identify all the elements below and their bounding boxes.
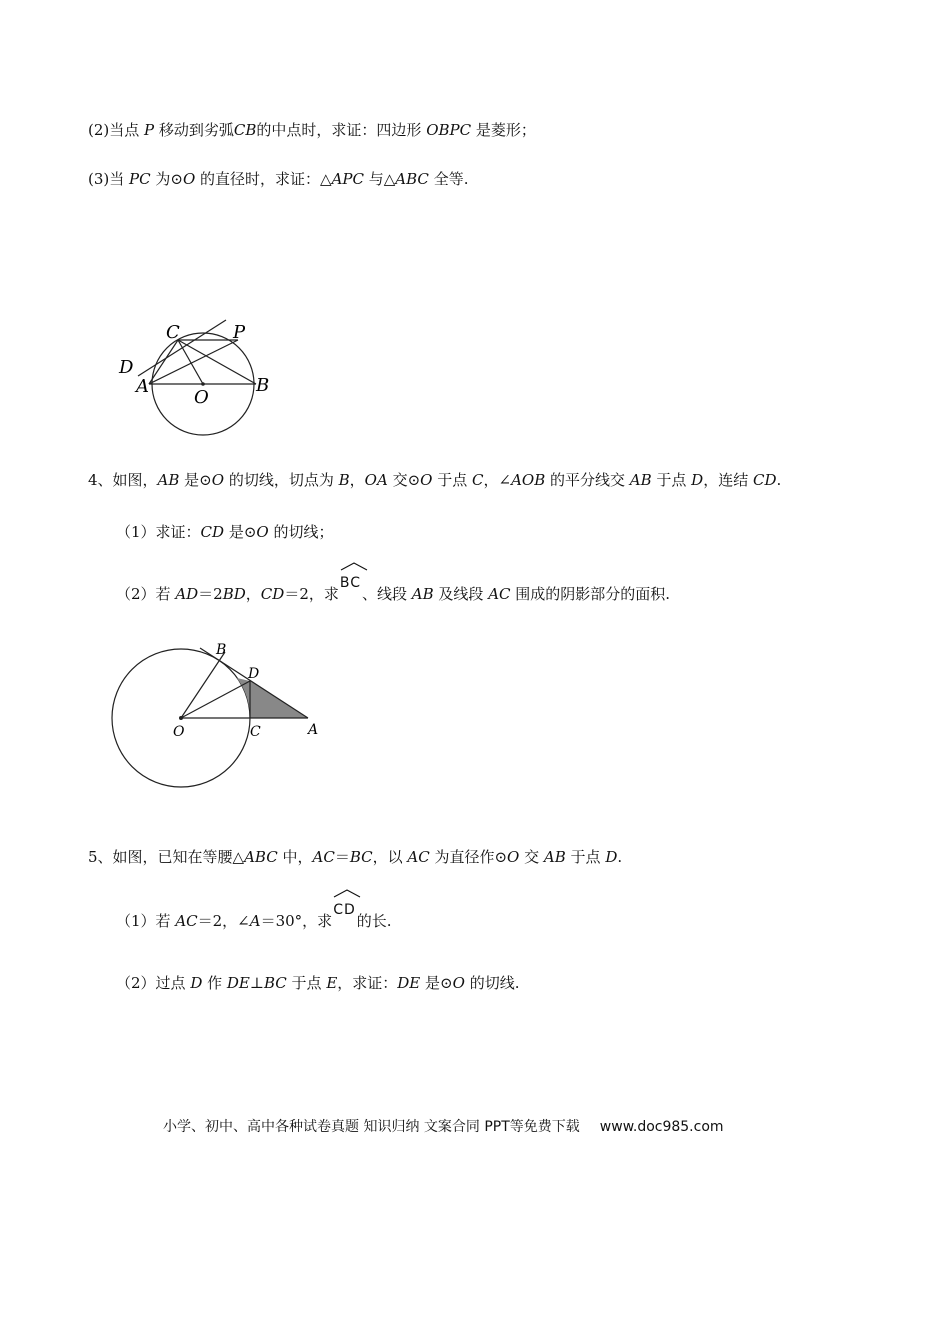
q3-part2: (2)当点 P 移动到劣弧CB的中点时，求证：四边形 OBPC 是菱形；	[88, 121, 536, 139]
q5-stem: 5、如图，已知在等腰△ABC 中，AC＝BC，以 AC 为直径作⊙O 交 AB 于点 D.	[88, 848, 623, 866]
q4-label-a: A	[308, 722, 319, 738]
q3-segment-cb	[178, 340, 256, 384]
q3-segment-ap	[149, 340, 238, 384]
q5-part2: （2）过点 D 作 DE⊥BC 于点 E，求证：DE 是⊙O 的切线.	[116, 974, 520, 992]
q3-part3: (3)当 PC 为⊙O 的直径时，求证：△APC 与△ABC 全等.	[88, 170, 469, 188]
q4-center-dot	[179, 716, 183, 720]
q4-part1: （1）求证：CD 是⊙O 的切线；	[116, 523, 334, 541]
footer-text: 小学、初中、高中各种试卷真题 知识归纳 文案合同 PPT等免费下载	[163, 1119, 580, 1135]
q4-segment-od	[181, 681, 250, 718]
q4-part2: （2）若 AD＝2BD，CD＝2，求 BC、线段 AB 及线段 AC 围成的阴影部分的面积.	[116, 584, 670, 605]
q3-label-o: O	[194, 387, 209, 408]
arc-cd-symbol: CD	[332, 912, 357, 932]
q3-figure	[110, 318, 280, 438]
q4-label-d: D	[248, 666, 260, 682]
q4-label-o: O	[173, 724, 185, 740]
q4-label-b: B	[216, 642, 227, 658]
q3-label-a: A	[136, 376, 149, 397]
q3-label-d: D	[119, 357, 134, 378]
q3-center-dot	[201, 382, 205, 386]
q4-stem: 4、如图，AB 是⊙O 的切线，切点为 B，OA 交⊙O 于点 C，∠AOB 的平分线交 AB 于点 D，连结 CD.	[88, 471, 782, 489]
q3-label-p: P	[233, 322, 246, 343]
q4-shaded-region	[237, 678, 308, 718]
footer-url[interactable]: www.doc985.com	[599, 1119, 724, 1135]
q3-label-b: B	[256, 375, 270, 396]
q5-part1: （1）若 AC＝2，∠A＝30°，求 CD的长.	[116, 911, 392, 932]
page-footer	[163, 1116, 724, 1136]
q4-figure	[110, 642, 330, 792]
arc-bc-symbol: BC	[339, 585, 362, 605]
q3-label-c: C	[166, 322, 180, 343]
q4-segment-ob	[181, 652, 225, 718]
q4-label-c: C	[250, 724, 261, 740]
